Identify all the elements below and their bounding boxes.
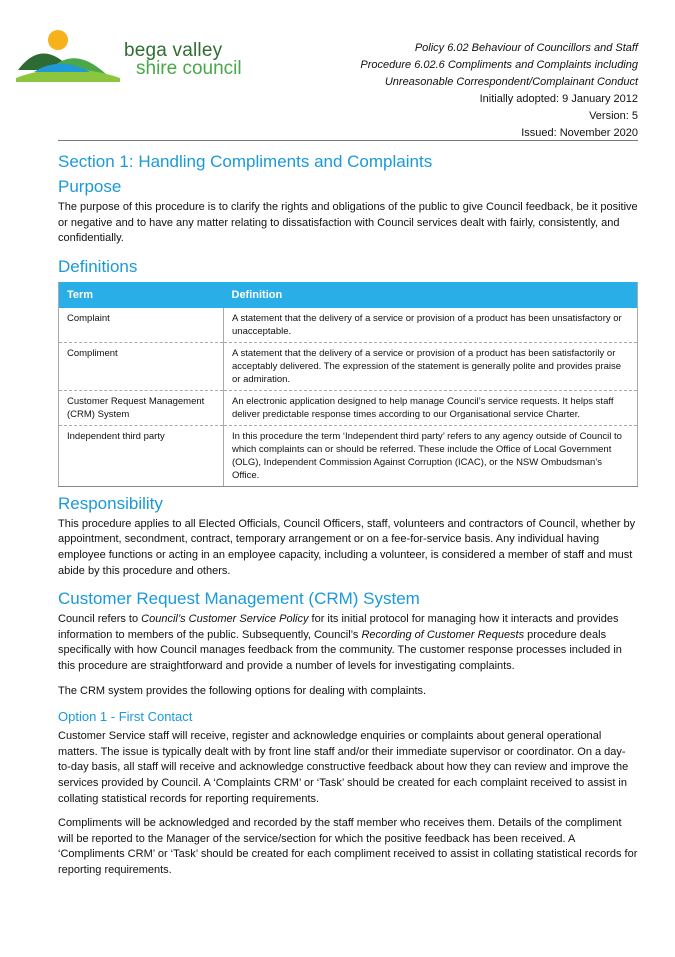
document-body (58, 150, 638, 887)
table-row (59, 390, 638, 425)
section-title: Section 1: Handling Compliments and Complaints (58, 152, 433, 171)
term-cell: Compliment (59, 342, 224, 390)
document-header (258, 40, 638, 142)
crm-paragraph-1 (58, 612, 638, 674)
policy-reference: Council’s Customer Service Policy (141, 613, 309, 626)
option1-heading: Option 1 - First Contact (58, 709, 193, 725)
council-logo (16, 26, 256, 96)
policy-title: Policy 6.02 Behaviour of Councillors and Staff (414, 42, 638, 54)
crm-text-part: Council refers to (58, 613, 142, 626)
hills-logo-icon (16, 26, 126, 86)
crm-paragraph-2: The CRM system provides the following options for dealing with complaints. (58, 684, 427, 697)
procedure-title-line2: Unreasonable Correspondent/Complainant Conduct (384, 76, 638, 88)
logo-text-line2: shire council (136, 58, 242, 79)
responsibility-heading: Responsibility (58, 493, 163, 513)
column-header-term: Term (59, 282, 224, 308)
term-cell: Customer Request Management (CRM) System (59, 390, 224, 425)
crm-text-part: for its initial protocol for managing how it interacts and provides information to members of the public. Subsequently, Council’s (58, 613, 619, 641)
procedure-title-line1: Procedure 6.02.6 Compliments and Complaints including (360, 59, 638, 71)
purpose-heading: Purpose (58, 177, 122, 196)
logo-text-line1: bega valley (124, 40, 223, 61)
version: Version: 5 (589, 110, 638, 122)
header-divider (58, 140, 638, 141)
procedure-reference: Recording of Customer Requests (361, 628, 525, 641)
purpose-text: The purpose of this procedure is to clarify the rights and obligations of the public to give Council feedback, be it positive or negative and to have any matter relating to dissatisfaction with Council services dealt with fairly, consistently, and confidentially. (58, 201, 638, 245)
term-cell: Complaint (59, 308, 224, 343)
definition-cell: An electronic application designed to help manage Council’s service requests. It helps staff deliver predictable response times according to our Organisational service Charter. (224, 390, 638, 425)
column-header-definition: Definition (224, 282, 638, 308)
option1-paragraph-1: Customer Service staff will receive, register and acknowledge enquiries or complaints about general operational matters. The issue is typically dealt with by front line staff and/or their immediate supervisor or coordinator. On a day-to-day basis, all staff will receive and acknowledge constructive feedback about how they can review and improve the services provided by Council. A ‘Complaints CRM’ or ‘Task’ should be created for each complaint received to assist in collating statistical records for reporting requirements. (58, 730, 629, 805)
option1-paragraph-2: Compliments will be acknowledged and recorded by the staff member who receives them. Details of the compliment will be reported to the Manager of the service/section for which the positive feedback has been received. A ‘Compliments CRM’ or ‘Task’ should be created for each compliment received to assist in collating statistical records for reporting requirements. (58, 817, 638, 876)
responsibility-text: This procedure applies to all Elected Officials, Council Officers, staff, volunteers and contractors of Council, whether by appointment, secondment, contract, temporary arrangement or on a fee-for-service basis. Any individual having employee functions or acting in an employee capacity, including a volunteer, is considered a member of staff and must abide by this procedure and others. (58, 517, 636, 577)
definition-cell: A statement that the delivery of a service or provision of a product has been unsatisfactory or unacceptable. (224, 308, 638, 343)
definitions-heading: Definitions (58, 256, 138, 276)
definitions-table (58, 282, 638, 487)
definition-cell: A statement that the delivery of a service or provision of a product has been satisfactorily or acceptably delivered. The expression of the statement is generally polite and provides praise or admiration. (224, 342, 638, 390)
definition-cell: In this procedure the term ‘Independent third party’ refers to any agency outside of Council to which complaints can or should be referred. These include the Office of Local Government (OLG), Independent Commission Against Corruption (ICAC), or the NSW Ombudsman’s Office. (224, 425, 638, 486)
crm-heading: Customer Request Management (CRM) System (58, 589, 420, 609)
table-row (59, 342, 638, 390)
table-row (59, 425, 638, 486)
table-row (59, 308, 638, 343)
crm-text-part: procedure deals specifically with how Council manages feedback from the community. The customer response processes included in this procedure are straightforward and provide a number of levels for investigating complaints. (58, 628, 622, 672)
adopted-date: Initially adopted: 9 January 2012 (479, 93, 638, 105)
term-cell: Independent third party (59, 425, 224, 486)
issued-date: Issued: November 2020 (521, 127, 638, 139)
